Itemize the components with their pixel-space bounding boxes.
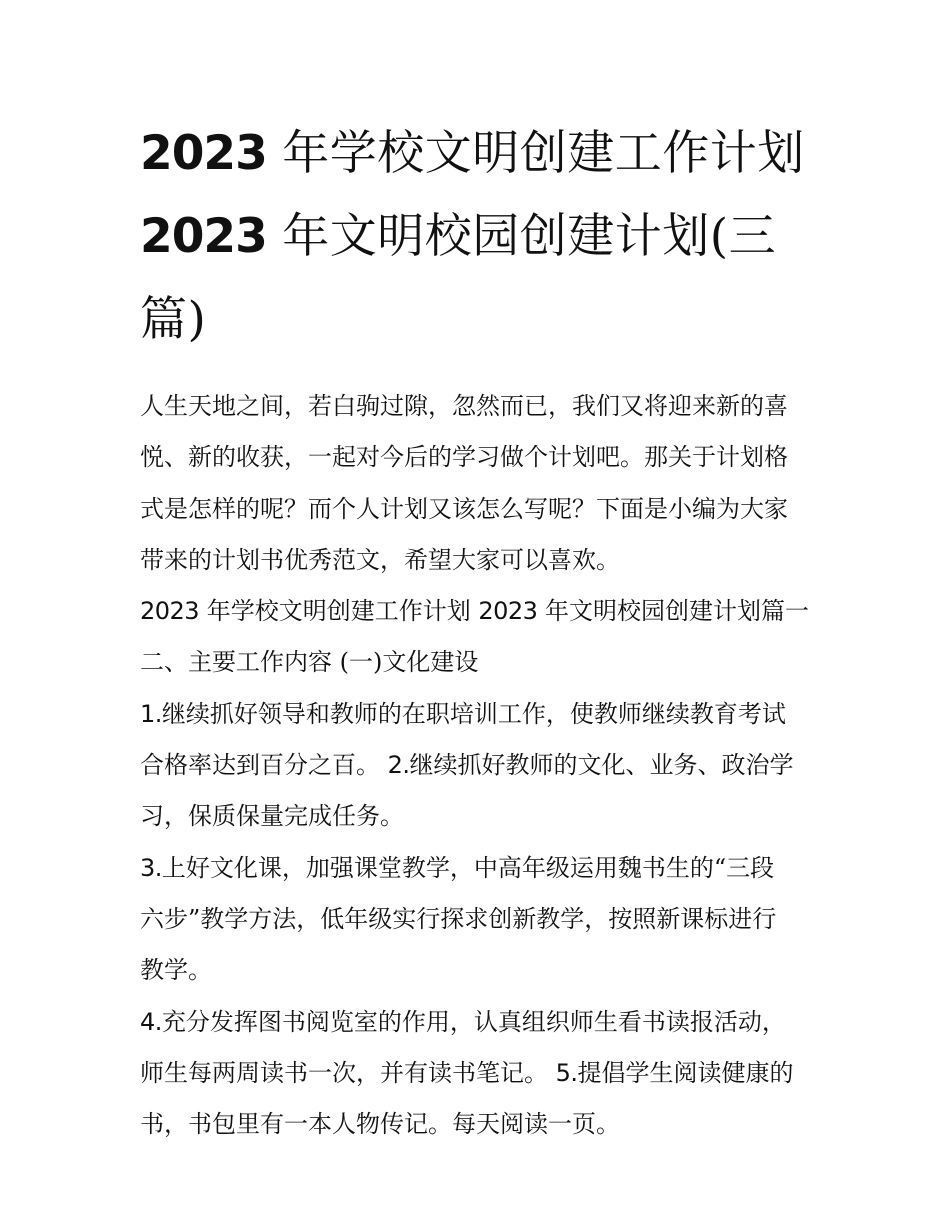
item-text: 合格率达到百分之百。 <box>140 751 388 780</box>
item-text: 提倡学生阅读健康的 <box>577 1058 794 1087</box>
item-text: 继续抓好领导和教师的在职培训工作，使教师继续教育考试 <box>161 699 786 728</box>
heading-year: 2023 <box>140 597 200 626</box>
body-line <box>140 945 820 996</box>
item-text: 上好文化课，加强课堂教学，中高年级运用魏书生的“三段 <box>161 853 775 882</box>
title-text: 篇) <box>140 292 207 347</box>
body-line <box>140 740 820 791</box>
body-line <box>140 997 820 1048</box>
item-text: 教学。 <box>140 956 212 985</box>
heading-text: 年文明校园创建计划篇一 <box>537 597 810 626</box>
item-text: 继续抓好教师的文化、业务、政治学 <box>409 751 794 780</box>
heading-text: 年学校文明创建工作计划 <box>199 597 479 626</box>
document-body <box>140 381 820 1150</box>
intro-line: 悦、新的收获，一起对今后的学习做个计划吧。那关于计划格 <box>140 443 788 472</box>
body-line <box>140 1099 820 1150</box>
title-line-2 <box>140 195 820 278</box>
document-page <box>140 112 820 1150</box>
item-number: 3. <box>140 853 162 882</box>
item-text: 充分发挥图书阅览室的作用，认真组织师生看书读报活动， <box>161 1007 786 1036</box>
body-line <box>140 1048 820 1099</box>
item-number: 5. <box>555 1058 578 1087</box>
intro-line: 人生天地之间，若白驹过隙，忽然而已，我们又将迎来新的喜 <box>140 392 788 420</box>
title-text: 年文明校园创建计划(三 <box>266 209 777 264</box>
heading-year: 2023 <box>478 597 538 626</box>
title-text: 年学校文明创建工作计划 <box>266 126 805 181</box>
item-number: 1. <box>140 699 162 728</box>
item-text: 书，书包里有一本人物传记。每天阅读一页。 <box>140 1110 620 1139</box>
subheading: 二、主要工作内容 (一)文化建设 <box>140 648 479 677</box>
title-line-1 <box>140 112 820 195</box>
item-text: 习，保质保量完成任务。 <box>140 802 404 831</box>
body-line <box>140 843 820 894</box>
item-text: 师生每两周读书一次，并有读书笔记。 <box>140 1058 556 1087</box>
item-number: 2. <box>387 751 410 780</box>
item-text: 六步”教学方法，低年级实行探求创新教学，按照新课标进行 <box>140 904 777 933</box>
item-number: 4. <box>140 1007 162 1036</box>
intro-line: 式是怎样的呢？而个人计划又该怎么写呢？下面是小编为大家 <box>140 494 788 523</box>
section-heading <box>140 586 820 637</box>
title-year: 2023 <box>140 126 267 181</box>
document-title <box>140 112 820 361</box>
title-line-3 <box>140 278 820 361</box>
title-year: 2023 <box>140 209 267 264</box>
body-line <box>140 791 820 842</box>
body-line <box>140 689 820 740</box>
intro-line: 带来的计划书优秀范文，希望大家可以喜欢。 <box>140 545 620 574</box>
body-line <box>140 894 820 945</box>
